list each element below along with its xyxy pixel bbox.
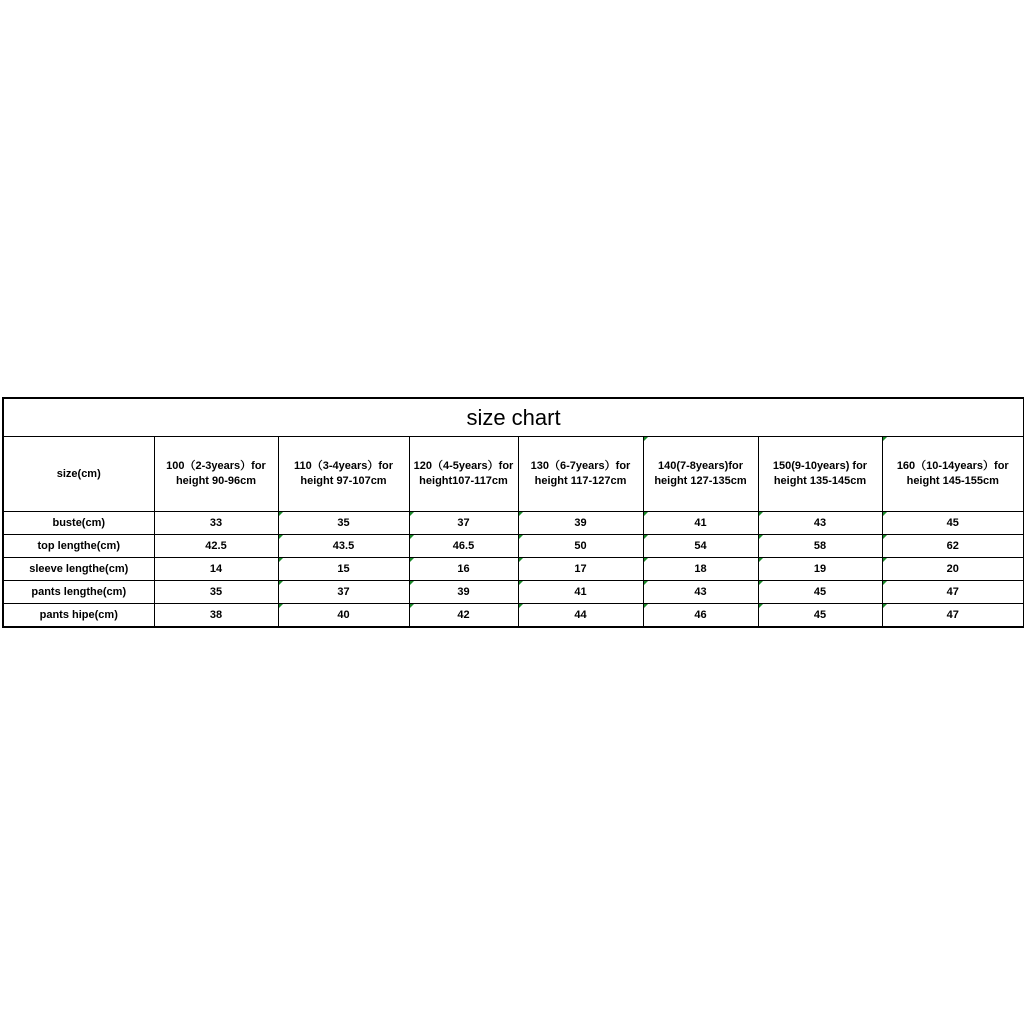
column-header bbox=[758, 437, 882, 512]
column-header-height: height 97-107cm bbox=[300, 475, 387, 487]
table-cell: 37 bbox=[278, 581, 409, 604]
row-header-label: size(cm) bbox=[3, 437, 154, 512]
table-cell: 44 bbox=[518, 604, 643, 628]
column-header-height: height 90-96cm bbox=[175, 475, 257, 487]
table-cell: 37 bbox=[409, 512, 518, 535]
table-cell: 50 bbox=[518, 535, 643, 558]
row-label: top lengthe(cm) bbox=[3, 535, 154, 558]
column-header bbox=[643, 437, 758, 512]
header-row bbox=[3, 437, 1024, 512]
table-cell: 43 bbox=[758, 512, 882, 535]
column-header-size: 100（2-3years）for bbox=[166, 460, 266, 472]
table-cell: 45 bbox=[882, 512, 1024, 535]
table-cell: 41 bbox=[518, 581, 643, 604]
table-cell: 18 bbox=[643, 558, 758, 581]
table-cell: 14 bbox=[154, 558, 278, 581]
column-header-height: height 117-127cm bbox=[534, 475, 627, 487]
table-cell: 38 bbox=[154, 604, 278, 628]
table-cell: 54 bbox=[643, 535, 758, 558]
column-header-height: height 127-135cm bbox=[654, 475, 747, 487]
column-header-height: height107-117cm bbox=[419, 475, 508, 487]
table-cell: 40 bbox=[278, 604, 409, 628]
table-cell: 45 bbox=[758, 604, 882, 628]
table-cell: 42.5 bbox=[154, 535, 278, 558]
table-cell: 46.5 bbox=[409, 535, 518, 558]
table-row bbox=[3, 535, 1024, 558]
column-header-size: 130（6-7years）for bbox=[530, 460, 631, 472]
table-row bbox=[3, 558, 1024, 581]
column-header bbox=[278, 437, 409, 512]
table-cell: 35 bbox=[154, 581, 278, 604]
row-label: pants lengthe(cm) bbox=[3, 581, 154, 604]
table-row bbox=[3, 604, 1024, 628]
table-row bbox=[3, 512, 1024, 535]
table-cell: 17 bbox=[518, 558, 643, 581]
table-cell: 45 bbox=[758, 581, 882, 604]
column-header-size: 120（4-5years）for bbox=[413, 460, 514, 472]
table-cell: 15 bbox=[278, 558, 409, 581]
table-cell: 16 bbox=[409, 558, 518, 581]
table-cell: 47 bbox=[882, 604, 1024, 628]
table-cell: 33 bbox=[154, 512, 278, 535]
table-cell: 47 bbox=[882, 581, 1024, 604]
table-cell: 46 bbox=[643, 604, 758, 628]
table-cell: 41 bbox=[643, 512, 758, 535]
column-header bbox=[518, 437, 643, 512]
table-cell: 62 bbox=[882, 535, 1024, 558]
table-cell: 39 bbox=[518, 512, 643, 535]
table-cell: 20 bbox=[882, 558, 1024, 581]
column-header-size: 160（10-14years）for bbox=[896, 460, 1009, 472]
table-cell: 58 bbox=[758, 535, 882, 558]
table-cell: 42 bbox=[409, 604, 518, 628]
title-row bbox=[3, 398, 1024, 437]
column-header-size: 110（3-4years）for bbox=[293, 460, 394, 472]
column-header-size: 140(7-8years)for bbox=[658, 460, 743, 472]
column-header-size: 150(9-10years) for bbox=[772, 460, 868, 472]
column-header-height: height 135-145cm bbox=[773, 475, 867, 487]
table-cell: 43 bbox=[643, 581, 758, 604]
column-header bbox=[409, 437, 518, 512]
table-cell: 35 bbox=[278, 512, 409, 535]
table-title: size chart bbox=[3, 398, 1024, 437]
row-label: sleeve lengthe(cm) bbox=[3, 558, 154, 581]
row-label: pants hipe(cm) bbox=[3, 604, 154, 628]
table-row bbox=[3, 581, 1024, 604]
column-header bbox=[154, 437, 278, 512]
table-cell: 39 bbox=[409, 581, 518, 604]
column-header bbox=[882, 437, 1024, 512]
size-chart-table bbox=[2, 397, 1024, 628]
table-cell: 43.5 bbox=[278, 535, 409, 558]
table-cell: 19 bbox=[758, 558, 882, 581]
row-label: buste(cm) bbox=[3, 512, 154, 535]
column-header-height: height 145-155cm bbox=[906, 475, 999, 487]
